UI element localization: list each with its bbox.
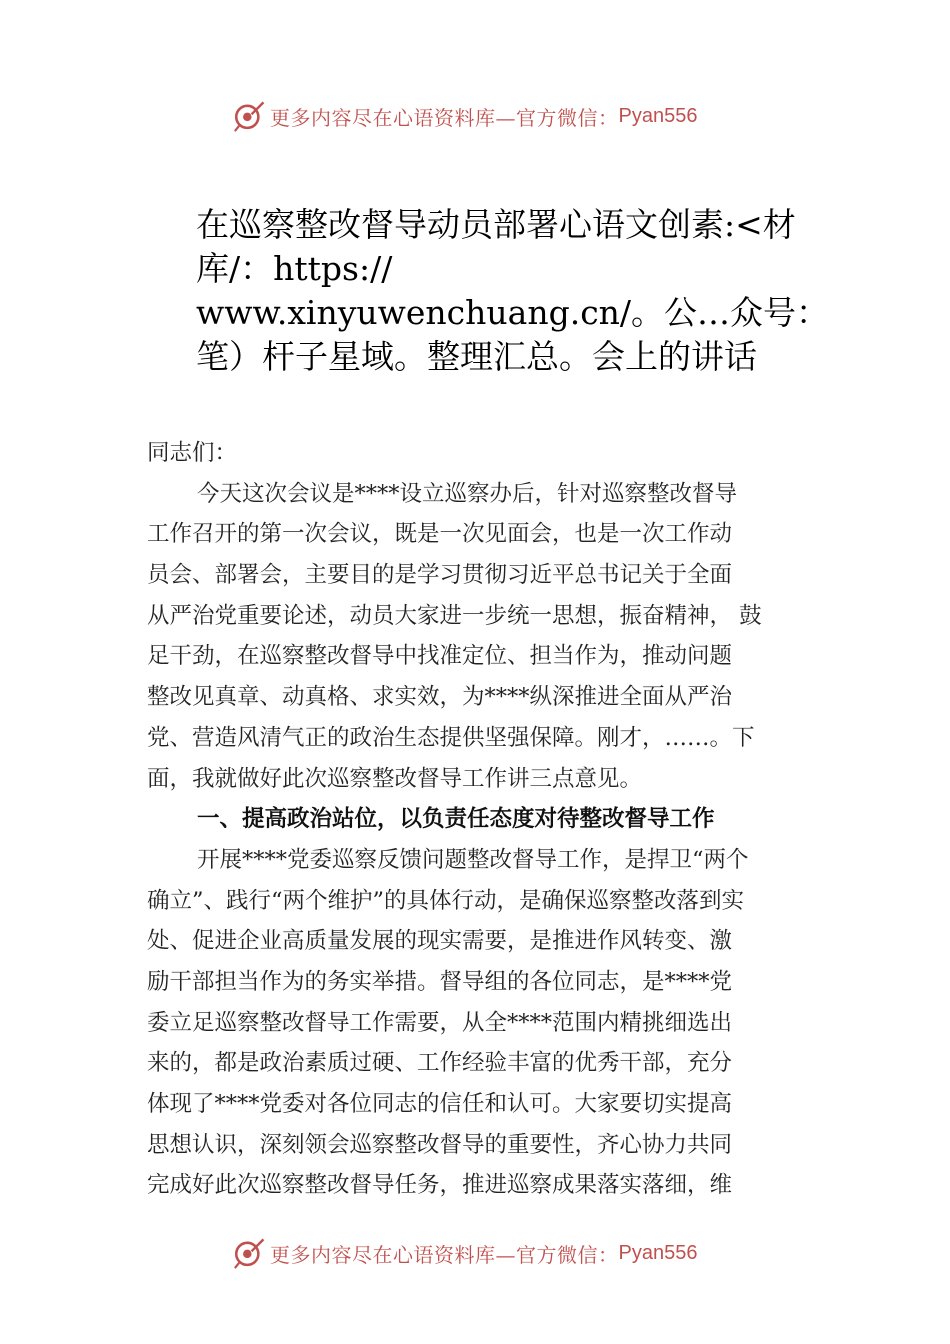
- title-line: 在巡察整改督导动员部署心语文创素:<材: [196, 205, 796, 244]
- paragraph-line: 来的，都是政治素质过硬、工作经验丰富的优秀干部，充分: [147, 1050, 733, 1077]
- banner-wechat-id: Pyan556: [618, 1241, 698, 1264]
- paragraph-line: 励干部担当作为的务实举措。督导组的各位同志，是****党: [147, 968, 733, 995]
- banner-text: 更多内容尽在心语资料库—官方微信：: [270, 1242, 619, 1267]
- title-line: 库/：https://: [196, 249, 393, 288]
- paragraph-line: 足干劲，在巡察整改督导中找准定位、担当作为，推动问题: [147, 643, 733, 670]
- header-watermark-banner: [0, 96, 950, 136]
- paragraph-line: 面，我就做好此次巡察整改督导工作讲三点意见。: [147, 765, 643, 792]
- banner-wechat-id: Pyan556: [618, 104, 698, 127]
- paragraph-line: 工作召开的第一次会议，既是一次见面会，也是一次工作动: [147, 521, 733, 548]
- document-title: [196, 203, 846, 379]
- paragraph-line: 处、促进企业高质量发展的现实需要，是推进作风转变、激: [147, 928, 733, 955]
- paragraph-line: 确立”、践行“两个维护”的具体行动，是确保巡察整改落到实: [147, 887, 745, 914]
- banner-text: 更多内容尽在心语资料库—官方微信：: [270, 105, 619, 130]
- section-heading: 一、提高政治站位，以负责任态度对待整改督导工作: [197, 806, 715, 833]
- salutation: 同志们：: [147, 440, 238, 466]
- paragraph-line: 委立足巡察整改督导工作需要，从全****范围内精挑细选出: [147, 1009, 733, 1036]
- title-line: www.xinyuwenchuang.cn/。公…众号：: [196, 293, 830, 332]
- footer-watermark-banner: [0, 1233, 950, 1273]
- paragraph-line: 今天这次会议是****设立巡察办后，针对巡察整改督导: [197, 480, 738, 507]
- pen-logo-icon: [232, 1236, 266, 1270]
- paragraph-line: 完成好此次巡察整改督导任务，推进巡察成果落实落细，维: [147, 1172, 733, 1199]
- document-body: [147, 433, 827, 1206]
- title-line: 笔）杆子星域。整理汇总。会上的讲话: [196, 337, 757, 376]
- paragraph-line: 体现了****党委对各位同志的信任和认可。大家要切实提高: [147, 1091, 733, 1117]
- paragraph-line: 员会、部署会，主要目的是学习贯彻习近平总书记关于全面: [147, 562, 733, 589]
- paragraph-line: 开展****党委巡察反馈问题整改督导工作，是捍卫“两个: [197, 846, 749, 873]
- paragraph-line: 党、营造风清气正的政治生态提供坚强保障。刚才，……。下: [147, 724, 755, 751]
- pen-logo-icon: [232, 99, 266, 133]
- paragraph-line: 整改见真章、动真格、求实效，为****纵深推进全面从严治: [147, 684, 733, 711]
- paragraph-line: 思想认识，深刻领会巡察整改督导的重要性，齐心协力共同: [147, 1131, 733, 1158]
- paragraph-line: 从严治党重要论述，动员大家进一步统一思想，振奋精神， 鼓: [147, 602, 762, 629]
